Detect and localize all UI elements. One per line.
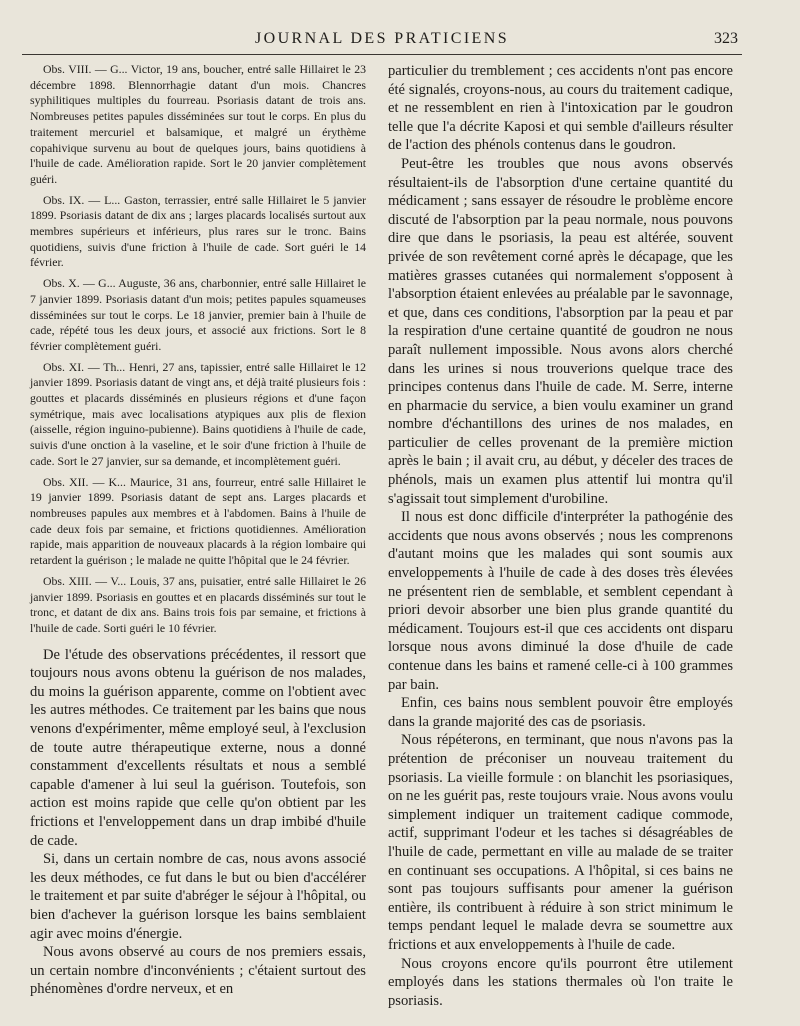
observation-9: Obs. IX. — L... Gaston, terrassier, entré salle Hillairet le 5 janvier 1899. Psoriasis datant de dix ans ; larges placards localisés surtout aux membres supérieurs et inférieurs, plus rares sur le tronc. Bains quotidiens, suivis d'une friction à l'huile de cade. Sort guéri le 14 février.: [30, 192, 366, 270]
page-number: 323: [714, 30, 738, 47]
paragraph: Enfin, ces bains nous semblent pouvoir être employés dans la grande majorité des cas de psoriasis.: [388, 695, 733, 730]
paragraph: De l'étude des observations précédentes, il ressort que toujours nous avons obtenu la guérison de nos malades, du moins la guérison apparente, comme on l'obtient avec les autres méthodes. Ce traitement par les bains que nous venons d'expérimenter, même employé seul, à l'exclusion de toute autre thérapeutique externe, nous a donné constamment d'excellents résultats et nous a semblé capable d'amener à lui seul la guérison. Toutefois, son action est moins rapide que celle qu'on obtient par les frictions et l'enveloppement dans un drap imbibé d'huile de cade.: [30, 646, 366, 849]
header-rule: [22, 54, 742, 55]
observation-10: Obs. X. — G... Auguste, 36 ans, charbonnier, entré salle Hillairet le 7 janvier 1899. Psoriasis datant d'un mois; petites papules squameuses disséminées sur tout le corps. Le 18 janvier, premier bain à l'huile de cade, répété tous les deux jours, et associé aux frictions. Sort le 8 février complètement guéri.: [30, 276, 366, 353]
paragraph: particulier du tremblement ; ces accidents n'ont pas encore été signalés, croyons-nous, au cours du traitement cadique, et ne ressemblent en rien à l'intoxication par le goudron telle que l'a décrite Kaposi et qui semble d'ailleurs résulter de l'action des phénols contenus dans le goudron.: [388, 63, 733, 154]
paragraph: Nous répéterons, en terminant, que nous n'avons pas la prétention de préconiser un nouveau traitement du psoriasis. La vieille formule : on blanchit les psoriasiques, on ne les guérit pas, reste toujours vraie. Nous avons voulu simplement indiquer un traitement cadique commode, actif, supprimant l'odeur et les taches si désagréables de l'huile de cade, permettant en ville au malade de se traiter en continuant ses occupations. A l'hôpital, si ces bains ne sont pas toujours suffisants pour amener la guérison entière, ils contribuent à réduire à son strict minimum le temps pendant lequel le malade devra se soumettre aux frictions et aux enveloppements à l'huile de cade.: [388, 732, 733, 953]
observation-13: Obs. XIII. — V... Louis, 37 ans, puisatier, entré salle Hillairet le 26 janvier 1899. Psoriasis en gouttes et en placards disséminés sur tout le tronc, et datant de dix ans. Bains trois fois par semaine, et frictions à l'huile de cade. Sorti guéri le 10 février.: [30, 573, 366, 635]
observation-12: Obs. XII. — K... Maurice, 31 ans, fourreur, entré salle Hillairet le 19 janvier 1899. Psoriasis datant de sept ans. Larges placards et nombreuses papules aux membres et à l'abdomen. Bains à l'huile de cade deux fois par semaine, et frictions quotidiennes. Amélioration rapide, mais apparition de nouveaux placards à la région lombaire qui retardent la guérison ; le malade ne quitte l'hôpital que le 24 février.: [30, 474, 366, 568]
right-column: [388, 62, 733, 1010]
journal-title: JOURNAL DES PRATICIENS: [254, 30, 509, 47]
paragraph: Si, dans un certain nombre de cas, nous avons associé les deux méthodes, ce fut dans le but ou bien d'accélérer le traitement et par suite d'abréger le séjour à l'hôpital, ou bien d'achever la guérison lorsque les bains semblaient agir avec moins d'énergie.: [30, 851, 366, 942]
paragraph: Peut-être les troubles que nous avons observés résultaient-ils de l'absorption d'une certaine quantité du médicament ; sans essayer de résoudre le problème encore discuté de l'absorption par la peau normale, nous pouvons dire que dans le psoriasis, la peau est altérée, souvent privée de son revêtement corné après le décapage, que les matières grasses cutanées qui normalement s'opposent à l'absorption étaient enlevées au préalable par le savonnage, et que, dans ces conditions, l'absorption par la peau et par la respiration d'une certaine quantité de goudron ne nous paraît nullement impossible. Nous avons alors cherché dans les urines si nous trouverions quelque trace des principes contenus dans l'huile de cade. M. Serre, interne en pharmacie du service, a bien voulu examiner un grand nombre d'échantillons des urines de nos malades, en particulier de celles provenant de la première miction après le bain ; il avait cru, au début, y déceler des traces de phénols, mais un examen plus attentif lui montra qu'il s'agissait tout simplement d'urobiline.: [388, 155, 733, 507]
running-head: [26, 30, 738, 52]
observation-8: Obs. VIII. — G... Victor, 19 ans, boucher, entré salle Hillairet le 23 décembre 1898. Blennorrhagie datant d'un mois. Chancres syphilitiques multiples du fourreau. Psoriasis datant de trois ans. Nombreuses petites papules disséminées sur tout le corps. En plus du traitement mercuriel et balsamique, et malgré un érythème copahivique survenu au bout de quelques jours, bains quotidiens à l'huile de cade. Amélioration rapide. Sort le 20 janvier complètement guéri.: [30, 62, 366, 186]
paragraph: Nous croyons encore qu'ils pourront être utilement employés dans les stations thermales où l'on traite le psoriasis.: [388, 955, 733, 1009]
observation-11: Obs. XI. — Th... Henri, 27 ans, tapissier, entré salle Hillairet le 12 janvier 1899. Psoriasis datant de vingt ans, et déjà traité plusieurs fois : gouttes et placards disséminés en plusieurs régions et d'une façon symétrique, mais avec localisations atypiques aux plis de flexion (aisselle, région inguino-pubienne). Bains quotidiens à l'huile de cade, suivis d'une onction à la vaseline, et le soir d'une friction à l'huile de cade. Sort le 27 janvier, sur sa demande, et incomplètement guéri.: [30, 359, 366, 468]
paragraph: Il nous est donc difficile d'interpréter la pathogénie des accidents que nous avons observés ; nous les comprenons d'autant moins que les malades qui sont soumis aux enveloppements à l'huile de cade à des doses très élevées ne présentent rien de semblable, et semblent cependant à priori devoir absorber une bien plus grande quantité du médicament. Toujours est-il que ces accidents ont disparu lorsque nous avons diminué la dose d'huile de cade contenue dans les bains et ramené celle-ci à 100 grammes par bain.: [388, 509, 733, 693]
left-column: [30, 62, 366, 999]
paragraph: Nous avons observé au cours de nos premiers essais, un certain nombre d'inconvénients ; c'étaient surtout des phénomènes d'ordre nerveux, et en: [30, 944, 366, 998]
